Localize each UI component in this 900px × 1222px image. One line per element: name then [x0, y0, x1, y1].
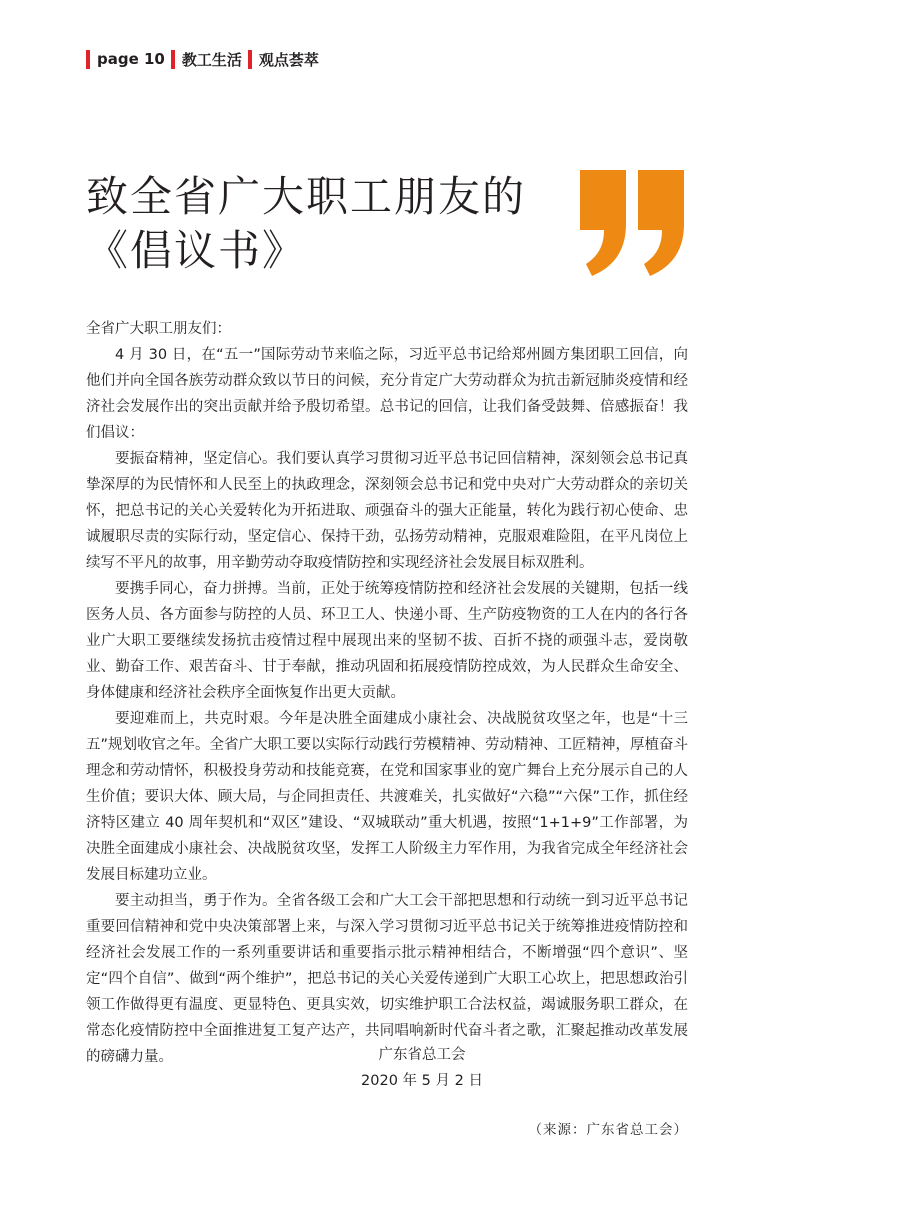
closing-quote-icon — [578, 168, 628, 278]
signature-date: 2020 年 5 月 2 日 — [361, 1073, 483, 1089]
page-label — [86, 50, 165, 69]
column-name: 观点荟萃 — [258, 50, 319, 69]
title-line-2: 《倡议书》 — [86, 226, 307, 275]
red-bar-marker — [86, 50, 90, 69]
source-note: （来源：广东省总工会） — [528, 1122, 688, 1138]
closing-quote-icon — [636, 168, 686, 278]
red-bar-marker — [171, 50, 175, 69]
page-header — [86, 46, 325, 72]
paragraph: 4 月 30 日，在“五一”国际劳动节来临之际，习近平总书记给郑州圆方集团职工回信，向他们并向全国各族劳动群众致以节日的问候，充分肯定广大劳动群众为抗击新冠肺炎疫情和经济社会发展作出的突出贡献并给予殷切希望。总书记的回信，让我们备受鼓舞、倍感振奋！我们倡议： — [86, 347, 688, 441]
red-bar-marker — [248, 50, 252, 69]
signature-organization: 广东省总工会 — [378, 1047, 466, 1063]
article-title — [86, 170, 526, 278]
page-number: page 10 — [97, 50, 165, 68]
paragraph: 要迎难而上，共克时艰。今年是决胜全面建成小康社会、决战脱贫攻坚之年，也是“十三五”规划收官之年。全省广大职工要以实际行动践行劳模精神、劳动精神、工匠精神，厚植奋斗理念和劳动情怀，积极投身劳动和技能竞赛，在党和国家事业的宽广舞台上充分展示自己的人生价值；要识大体、顾大局，与企同担责任、共渡难关，扎实做好“六稳”“六保”工作，抓住经济特区建立 40 周年契机和“双区”建设、“双城联动”重大机遇，按照“1+1+9”工作部署，为决胜全面建成小康社会、决战脱贫攻坚，发挥工人阶级主力军作用，为我省完成全年经济社会发展目标建功立业。 — [86, 711, 689, 883]
paragraph: 要主动担当，勇于作为。全省各级工会和广大工会干部把思想和行动统一到习近平总书记重要回信精神和党中央决策部署上来，与深入学习贯彻习近平总书记关于统筹推进疫情防控和经济社会发展工作的一系列重要讲话和重要指示批示精神相结合，不断增强“四个意识”、坚定“四个自信”、做到“两个维护”，把总书记的关心关爱传递到广大职工心坎上，把思想政治引领工作做得更有温度、更显特色、更具实效，切实维护职工合法权益，竭诚服务职工群众，在常态化疫情防控中全面推进复工复产达产，共同唱响新时代奋斗者之歌，汇聚起推动改革发展的磅礴力量。 — [86, 893, 688, 1065]
column-label — [248, 49, 319, 70]
article-body — [86, 316, 688, 1070]
title-line-1: 致全省广大职工朋友的 — [86, 172, 527, 221]
paragraph: 要携手同心，奋力拼搏。当前，正处于统筹疫情防控和经济社会发展的关键期，包括一线医务人员、各方面参与防控的人员、环卫工人、快递小哥、生产防疫物资的工人在内的各行各业广大职工要继续发扬抗击疫情过程中展现出来的坚韧不拔、百折不挠的顽强斗志，爱岗敬业、勤奋工作、艰苦奋斗、甘于奉献，推动巩固和拓展疫情防控成效，为人民群众生命安全、身体健康和经济社会秩序全面恢复作出更大贡献。 — [86, 581, 688, 701]
salutation: 全省广大职工朋友们： — [86, 321, 231, 337]
section-name: 教工生活 — [181, 50, 242, 69]
section-label — [171, 49, 242, 70]
paragraph: 要振奋精神，坚定信心。我们要认真学习贯彻习近平总书记回信精神，深刻领会总书记真挚深厚的为民情怀和人民至上的执政理念，深刻领会总书记和党中央对广大劳动群众的亲切关怀，把总书记的关心关爱转化为开拓进取、顽强奋斗的强大正能量，转化为践行初心使命、忠诚履职尽责的实际行动，坚定信心、保持干劲，弘扬劳动精神，克服艰难险阻，在平凡岗位上续写不平凡的故事，用辛勤劳动夺取疫情防控和实现经济社会发展目标双胜利。 — [86, 451, 688, 571]
